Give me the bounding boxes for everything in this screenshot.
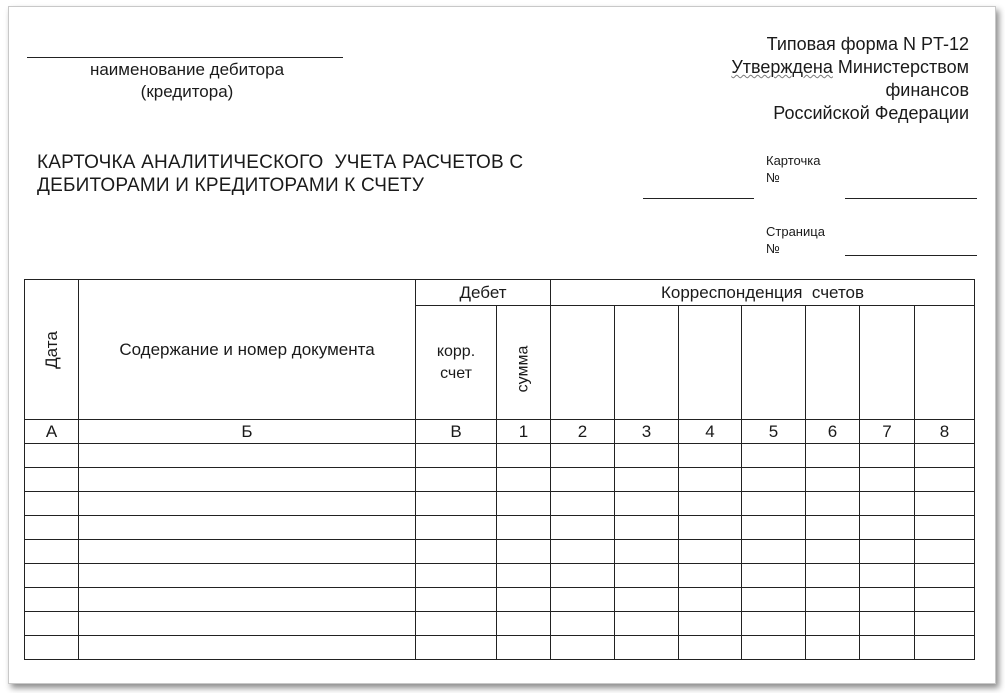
table-row — [25, 588, 975, 612]
corr-col-3 — [615, 306, 679, 420]
entry-cell[interactable] — [915, 492, 975, 516]
debtor-caption — [27, 59, 347, 103]
entry-cell[interactable] — [915, 444, 975, 468]
corr-col-5 — [742, 306, 806, 420]
entry-cell[interactable] — [497, 444, 551, 468]
entry-cell[interactable] — [79, 492, 416, 516]
entry-cell[interactable] — [497, 588, 551, 612]
entry-cell[interactable] — [79, 612, 416, 636]
entry-cell[interactable] — [806, 636, 860, 660]
entry-cell[interactable] — [497, 636, 551, 660]
ledger-table — [24, 279, 975, 660]
column-index-row — [25, 420, 975, 444]
entry-cell[interactable] — [679, 612, 742, 636]
entry-cell[interactable] — [551, 468, 615, 492]
entry-cell[interactable] — [25, 612, 79, 636]
debtor-label: наименование дебитора — [89, 60, 285, 79]
entry-cell[interactable] — [915, 588, 975, 612]
corr-col-6 — [806, 306, 860, 420]
entry-cell[interactable] — [79, 468, 416, 492]
entry-cell[interactable] — [551, 516, 615, 540]
entry-cell[interactable] — [860, 540, 915, 564]
entry-cell[interactable] — [25, 588, 79, 612]
column-index: 2 — [551, 420, 615, 444]
entry-cell[interactable] — [615, 564, 679, 588]
entry-cell[interactable] — [806, 588, 860, 612]
entry-cell[interactable] — [915, 636, 975, 660]
entry-cell[interactable] — [551, 564, 615, 588]
entry-cell[interactable] — [742, 564, 806, 588]
entry-cell[interactable] — [497, 492, 551, 516]
approved-line-2: финансов — [885, 80, 969, 100]
entry-cell[interactable] — [915, 468, 975, 492]
entry-cell[interactable] — [416, 564, 497, 588]
table-row — [25, 564, 975, 588]
entry-cell[interactable] — [79, 636, 416, 660]
page-title — [37, 151, 597, 197]
entry-cell[interactable] — [551, 612, 615, 636]
entry-cell[interactable] — [79, 516, 416, 540]
entry-cell[interactable] — [416, 636, 497, 660]
corr-col-4 — [679, 306, 742, 420]
entry-cell[interactable] — [25, 564, 79, 588]
column-index: А — [25, 420, 79, 444]
card-number-label — [766, 152, 820, 186]
date-header — [25, 280, 79, 420]
entry-cell[interactable] — [742, 636, 806, 660]
entry-cell[interactable] — [679, 564, 742, 588]
sum-header-label: сумма — [514, 345, 532, 393]
card-number-field-right[interactable] — [845, 198, 977, 199]
approved-line-1 — [731, 56, 969, 79]
column-index: Б — [79, 420, 416, 444]
entry-cell[interactable] — [860, 636, 915, 660]
entry-cell[interactable] — [915, 516, 975, 540]
approved-line-3: Российской Федерации — [773, 103, 969, 123]
entry-cell[interactable] — [860, 444, 915, 468]
entry-cell[interactable] — [416, 612, 497, 636]
entry-cell[interactable] — [497, 540, 551, 564]
correspondence-header-label: Корреспонденция счетов — [660, 282, 865, 302]
entry-cell[interactable] — [742, 492, 806, 516]
card-label: Карточка — [766, 153, 821, 168]
corr-col-2 — [551, 306, 615, 420]
title-line-1: КАРТОЧКА АНАЛИТИЧЕСКОГО УЧЕТА РАСЧЕТОВ С — [37, 152, 524, 173]
table-row — [25, 540, 975, 564]
entry-cell[interactable] — [25, 540, 79, 564]
entry-cell[interactable] — [742, 612, 806, 636]
entry-cell[interactable] — [806, 444, 860, 468]
column-index: 7 — [860, 420, 915, 444]
entry-cell[interactable] — [806, 564, 860, 588]
page-label: Страница — [766, 224, 825, 239]
column-index: 8 — [915, 420, 975, 444]
column-index: 6 — [806, 420, 860, 444]
card-number-sign: № — [766, 170, 780, 185]
entry-cell[interactable] — [679, 588, 742, 612]
entry-cell[interactable] — [497, 468, 551, 492]
entry-cell[interactable] — [551, 588, 615, 612]
entry-cell[interactable] — [860, 564, 915, 588]
page-number-sign: № — [766, 241, 780, 256]
corr-account-header — [416, 306, 497, 420]
entry-cell[interactable] — [915, 612, 975, 636]
table-row — [25, 516, 975, 540]
entry-cell[interactable] — [679, 444, 742, 468]
entry-cell[interactable] — [416, 588, 497, 612]
entry-cell[interactable] — [806, 612, 860, 636]
form-sheet — [8, 6, 996, 684]
table-row — [25, 612, 975, 636]
entry-cell[interactable] — [79, 444, 416, 468]
entry-cell[interactable] — [551, 636, 615, 660]
entry-cell[interactable] — [615, 468, 679, 492]
entry-cell[interactable] — [806, 516, 860, 540]
corr-account-line-2: счет — [440, 364, 472, 382]
entry-cell[interactable] — [806, 540, 860, 564]
entry-rows — [25, 444, 975, 660]
entry-cell[interactable] — [679, 492, 742, 516]
entry-cell[interactable] — [416, 468, 497, 492]
entry-cell[interactable] — [615, 588, 679, 612]
column-index: 5 — [742, 420, 806, 444]
entry-cell[interactable] — [679, 516, 742, 540]
entry-cell[interactable] — [860, 588, 915, 612]
form-approval-block — [731, 33, 969, 125]
table-row — [25, 468, 975, 492]
content-header — [79, 280, 416, 420]
entry-cell[interactable] — [416, 444, 497, 468]
entry-cell[interactable] — [742, 588, 806, 612]
entry-cell[interactable] — [25, 636, 79, 660]
entry-cell[interactable] — [742, 444, 806, 468]
entry-cell[interactable] — [860, 468, 915, 492]
debit-header-label: Дебет — [459, 282, 507, 302]
entry-cell[interactable] — [860, 612, 915, 636]
entry-cell[interactable] — [615, 492, 679, 516]
table-row — [25, 636, 975, 660]
entry-cell[interactable] — [615, 516, 679, 540]
entry-cell[interactable] — [742, 540, 806, 564]
entry-cell[interactable] — [25, 516, 79, 540]
corr-col-7 — [860, 306, 915, 420]
entry-cell[interactable] — [25, 492, 79, 516]
debtor-label-creditor: (кредитора) — [140, 82, 234, 101]
entry-cell[interactable] — [679, 540, 742, 564]
entry-cell[interactable] — [25, 468, 79, 492]
entry-cell[interactable] — [806, 492, 860, 516]
entry-cell[interactable] — [416, 516, 497, 540]
title-line-2: ДЕБИТОРАМИ И КРЕДИТОРАМИ К СЧЕТУ — [37, 175, 425, 196]
entry-cell[interactable] — [551, 492, 615, 516]
entry-cell[interactable] — [79, 564, 416, 588]
entry-cell[interactable] — [679, 468, 742, 492]
entry-cell[interactable] — [497, 564, 551, 588]
entry-cell[interactable] — [497, 612, 551, 636]
entry-cell[interactable] — [551, 540, 615, 564]
entry-cell[interactable] — [860, 492, 915, 516]
table-row — [25, 492, 975, 516]
entry-cell[interactable] — [416, 540, 497, 564]
entry-cell[interactable] — [25, 444, 79, 468]
entry-cell[interactable] — [615, 636, 679, 660]
entry-cell[interactable] — [679, 636, 742, 660]
entry-cell[interactable] — [742, 516, 806, 540]
page-number-label — [766, 223, 825, 257]
content-header-label: Содержание и номер документа — [119, 340, 375, 359]
approved-word: Утверждена — [731, 57, 833, 77]
entry-cell[interactable] — [551, 444, 615, 468]
page-number-field[interactable] — [845, 255, 977, 256]
card-number-field-left[interactable] — [643, 198, 754, 199]
entry-cell[interactable] — [615, 540, 679, 564]
debtor-name-line — [27, 57, 343, 58]
entry-cell[interactable] — [416, 492, 497, 516]
form-type: Типовая форма N PT-12 — [766, 34, 969, 54]
entry-cell[interactable] — [915, 564, 975, 588]
corr-col-8 — [915, 306, 975, 420]
corr-account-line-1: корр. — [436, 342, 476, 360]
column-index: В — [416, 420, 497, 444]
entry-cell[interactable] — [860, 516, 915, 540]
column-index: 3 — [615, 420, 679, 444]
entry-cell[interactable] — [497, 516, 551, 540]
approved-ministry: Министерством — [832, 57, 969, 77]
entry-cell[interactable] — [742, 468, 806, 492]
entry-cell[interactable] — [79, 588, 416, 612]
table-row — [25, 444, 975, 468]
entry-cell[interactable] — [806, 468, 860, 492]
entry-cell[interactable] — [615, 612, 679, 636]
date-header-label: Дата — [41, 330, 61, 369]
column-index: 4 — [679, 420, 742, 444]
correspondence-header — [551, 280, 975, 306]
debit-header — [416, 280, 551, 306]
entry-cell[interactable] — [615, 444, 679, 468]
column-index: 1 — [497, 420, 551, 444]
sum-header — [497, 306, 551, 420]
entry-cell[interactable] — [79, 540, 416, 564]
entry-cell[interactable] — [915, 540, 975, 564]
